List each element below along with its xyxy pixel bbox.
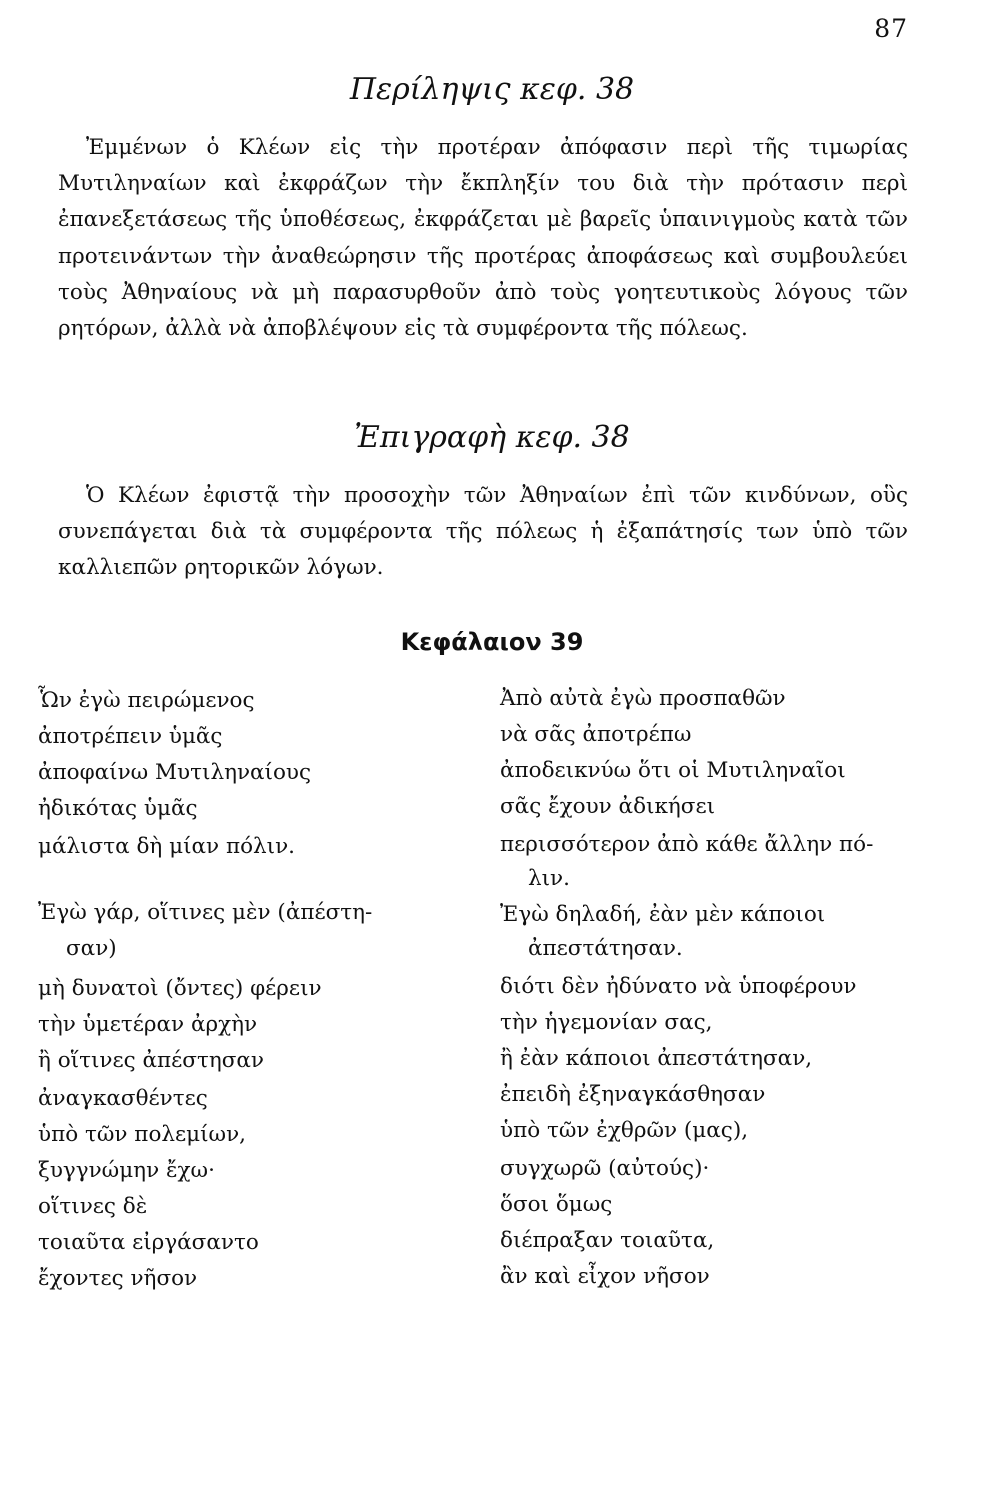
translation-line: ὅσοι ὅμως [500, 1192, 613, 1217]
original-line: Ὧν ἐγὼ πειρώμενος [38, 688, 255, 713]
translation-line: ἢ ἐὰν κάποιοι ἀπεστάτησαν, [500, 1046, 813, 1071]
summary-heading: Περίληψις κεφ. 38 [349, 72, 635, 107]
translation-line: Ἐγὼ δηλαδή, ἐὰν μὲν κάποιοι [500, 902, 826, 927]
original-line: ἠδικότας ὑμᾶς [38, 796, 198, 821]
epigraph-heading: Ἐπιγραφὴ κεφ. 38 [354, 420, 630, 455]
translation-line: ὑπὸ τῶν ἐχθρῶν (μας), [500, 1118, 749, 1143]
original-line: Ἐγὼ γάρ, οἵτινες μὲν (ἀπέστη- [38, 900, 373, 925]
epigraph-text: Ὁ Κλέων ἐφιστᾷ τὴν προσοχὴν τῶν Ἀθηναίων ἐπὶ τῶν κινδύνων, οὓς συνεπάγεται διὰ τὰ συμφέροντα τῆς πόλεως ἡ ἐξαπάτησίς των ὑπὸ τῶν καλλιεπῶν ρητορικῶν λόγων. [58, 483, 908, 581]
summary-text: Ἐμμένων ὁ Κλέων εἰς τὴν προτέραν ἀπόφασιν περὶ τῆς τιμωρίας Μυτιληναίων καὶ ἐκφράζων τὴν ἔκπληξίν του διὰ τὴν πρότασιν περὶ ἐπανεξετάσεως τῆς ὑποθέσεως, ἐκφράζεται μὲ βαρεῖς ὑπαινιγμοὺς κατὰ τῶν προτεινάντων τὴν ἀναθεώρησιν τῆς προτέρας ἀποφάσεως καὶ συμβουλεύει τοὺς Ἀθηναίους νὰ μὴ παρασυρθοῦν ἀπὸ τοὺς γοητευτικοὺς λόγους τῶν ρητόρων, ἀλλὰ νὰ ἀποβλέψουν εἰς τὰ συμφέροντα τῆς πόλεως. [58, 135, 908, 342]
summary-paragraph [58, 130, 908, 347]
translation-line: διότι δὲν ἠδύνατο νὰ ὑποφέρουν [500, 974, 857, 999]
original-line: οἵτινες δὲ [38, 1194, 148, 1219]
original-line: ὑπὸ τῶν πολεμίων, [38, 1122, 246, 1147]
translation-line: συγχωρῶ (αὐτούς)· [500, 1156, 710, 1181]
original-line: ἔχοντες νῆσον [38, 1266, 198, 1291]
original-line: ξυγγνώμην ἔχω· [38, 1158, 215, 1183]
page-number: 87 [874, 14, 908, 43]
translation-line: Ἀπὸ αὐτὰ ἐγὼ προσπαθῶν [500, 686, 786, 711]
original-line: ἀποτρέπειν ὑμᾶς [38, 724, 223, 749]
original-line: μάλιστα δὴ μίαν πόλιν. [38, 834, 295, 859]
chapter-title: Κεφάλαιον 39 [400, 628, 584, 656]
translation-line: ἀποδεικνύω ὅτι οἱ Μυτιληναῖοι [500, 758, 846, 783]
translation-line: νὰ σᾶς ἀποτρέπω [500, 722, 692, 747]
translation-line: τὴν ἡγεμονίαν σας, [500, 1010, 713, 1035]
translation-line: σᾶς ἔχουν ἀδικήσει [500, 794, 716, 819]
original-line: τοιαῦτα εἰργάσαντο [38, 1230, 259, 1255]
original-line: ἀποφαίνω Μυτιληναίους [38, 760, 312, 785]
translation-line: ἐπειδὴ ἐξηναγκάσθησαν [500, 1082, 766, 1107]
translation-line: ἂν καὶ εἶχον νῆσον [500, 1264, 710, 1289]
translation-line: περισσότερον ἀπὸ κάθε ἄλλην πό- [500, 832, 874, 857]
translation-line: λιν. [528, 866, 570, 891]
original-line: ἢ οἵτινες ἀπέστησαν [38, 1048, 265, 1073]
original-line: μὴ δυνατοὶ (ὄντες) φέρειν [38, 976, 322, 1001]
epigraph-paragraph [58, 478, 908, 587]
original-line: τὴν ὑμετέραν ἀρχὴν [38, 1012, 258, 1037]
translation-line: ἀπεστάτησαν. [528, 936, 683, 961]
original-line: σαν) [66, 936, 117, 961]
original-line: ἀναγκασθέντες [38, 1086, 208, 1111]
translation-line: διέπραξαν τοιαῦτα, [500, 1228, 715, 1253]
